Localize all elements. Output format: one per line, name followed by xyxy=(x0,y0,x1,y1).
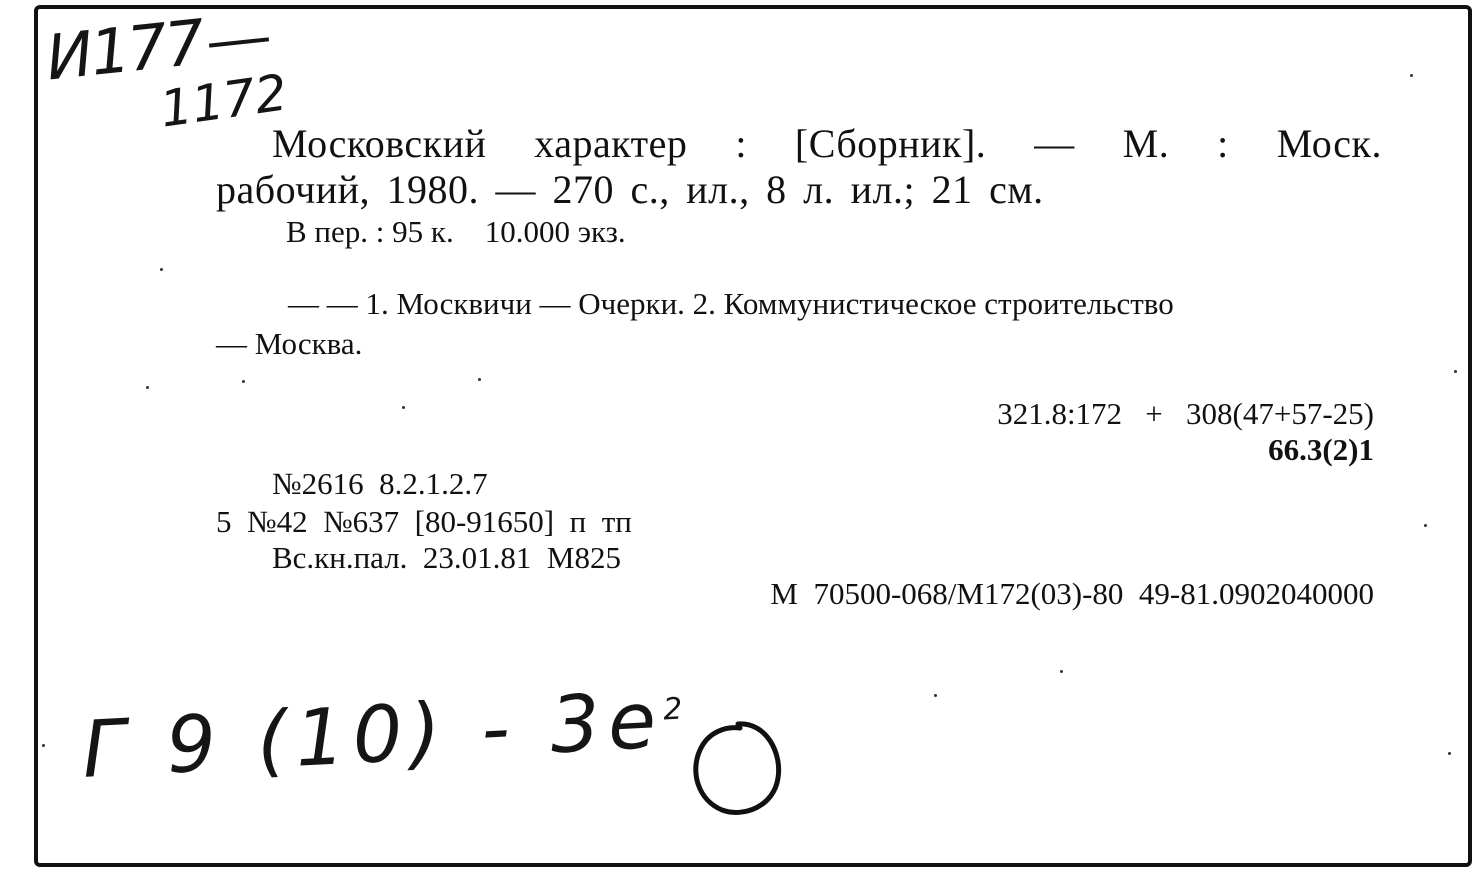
drawn-circle-icon xyxy=(682,714,792,824)
shelf-mark-superscript: 2 xyxy=(662,691,692,728)
scan-speck xyxy=(160,268,163,271)
scan-speck xyxy=(242,380,245,383)
handwritten-shelf-mark: Г 9 $(10) - 3е^2$ xyxy=(80,675,692,796)
scan-speck xyxy=(402,406,405,409)
title-word: [Сборник]. xyxy=(794,121,987,166)
title-word: — xyxy=(1034,121,1075,166)
scan-speck xyxy=(478,378,481,381)
call-number-top: И177 xyxy=(42,5,207,95)
scan-speck xyxy=(1410,74,1413,77)
call-number-dash xyxy=(209,37,269,47)
imprint-line: рабочий, 1980. — 270 с., ил., 8 л. ил.; 21 см. xyxy=(216,167,1044,212)
title-word: Московский xyxy=(272,121,487,166)
price-line: В пер. : 95 к. 10.000 экз. xyxy=(286,214,626,249)
subjects-line-2: — Москва. xyxy=(216,326,363,361)
title-word: М. xyxy=(1122,121,1170,166)
title-word: : xyxy=(735,121,747,166)
subjects-line-1: — — 1. Москвичи — Очерки. 2. Коммунистическое строительство xyxy=(288,286,1174,321)
handwritten-call-number-sub: 1172 xyxy=(156,63,291,139)
scan-speck xyxy=(146,386,149,389)
scan-speck xyxy=(1424,524,1427,527)
scan-speck xyxy=(1448,752,1451,755)
registry-line-3: Вс.кн.пал. 23.01.81 М825 xyxy=(272,540,621,575)
bbk-index: 66.3(2)1 xyxy=(1268,432,1374,467)
scan-speck xyxy=(1060,670,1063,673)
scan-speck xyxy=(934,694,937,697)
registry-line-2: 5 №42 №637 [80-91650] п тп xyxy=(216,504,632,539)
udc-index: 321.8:172 + 308(47+57-25) xyxy=(997,396,1374,431)
registry-line-4: М 70500-068/М172(03)-80 49-81.0902040000 xyxy=(770,576,1374,611)
title-word: Моск. xyxy=(1276,121,1382,166)
scan-speck xyxy=(42,744,45,747)
title-word: характер xyxy=(534,121,688,166)
title-word: : xyxy=(1217,121,1229,166)
scan-speck xyxy=(1454,370,1457,373)
title-line xyxy=(272,120,1382,167)
registry-line-1: №2616 8.2.1.2.7 xyxy=(272,466,488,501)
